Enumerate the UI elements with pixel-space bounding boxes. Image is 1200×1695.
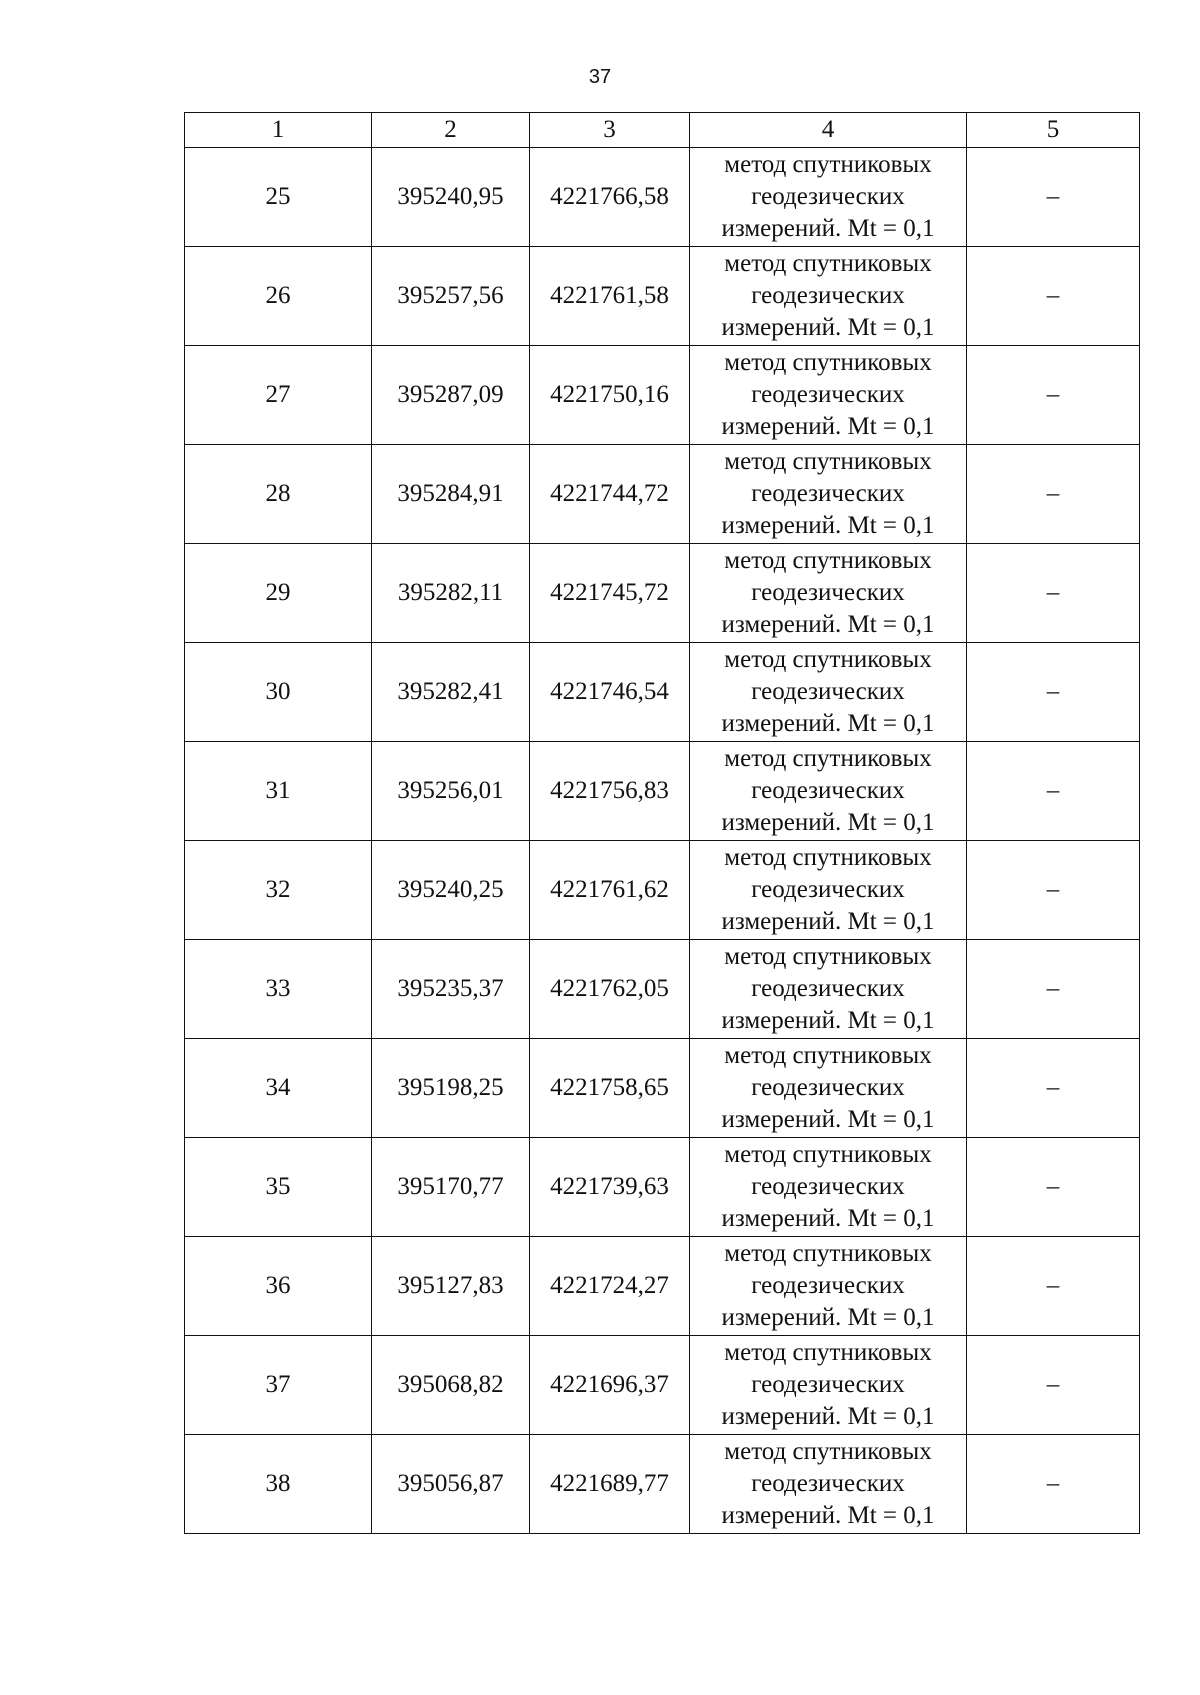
method-line: измерений. Mt = 0,1 [721, 1007, 935, 1034]
point-number-cell: 35 [185, 1138, 372, 1237]
x-coordinate-cell: 395056,87 [372, 1435, 530, 1534]
y-coordinate-cell: 4221761,58 [530, 247, 690, 346]
y-coordinate-cell: 4221761,62 [530, 841, 690, 940]
table-row [185, 1039, 1140, 1138]
method-cell [690, 1237, 967, 1336]
y-coordinate-cell: 4221745,72 [530, 544, 690, 643]
method-line: измерений. Mt = 0,1 [721, 1403, 935, 1430]
method-line: метод спутниковых [724, 1042, 932, 1069]
method-line: геодезических [751, 1272, 905, 1299]
x-coordinate-cell: 395127,83 [372, 1237, 530, 1336]
note-cell: – [967, 841, 1140, 940]
method-line: метод спутниковых [724, 349, 932, 376]
method-line: измерений. Mt = 0,1 [721, 908, 935, 935]
note-cell: – [967, 346, 1140, 445]
method-line: измерений. Mt = 0,1 [721, 809, 935, 836]
method-cell [690, 1039, 967, 1138]
method-cell [690, 247, 967, 346]
y-coordinate-cell: 4221739,63 [530, 1138, 690, 1237]
table-row [185, 1336, 1140, 1435]
point-number-cell: 34 [185, 1039, 372, 1138]
table-row [185, 247, 1140, 346]
y-coordinate-cell: 4221744,72 [530, 445, 690, 544]
y-coordinate-cell: 4221756,83 [530, 742, 690, 841]
method-cell [690, 742, 967, 841]
method-line: геодезических [751, 678, 905, 705]
method-line: измерений. Mt = 0,1 [721, 1106, 935, 1133]
table-row [185, 544, 1140, 643]
method-cell [690, 1336, 967, 1435]
note-cell: – [967, 544, 1140, 643]
x-coordinate-cell: 395284,91 [372, 445, 530, 544]
x-coordinate-cell: 395235,37 [372, 940, 530, 1039]
method-cell [690, 346, 967, 445]
method-line: геодезических [751, 579, 905, 606]
header-cell-2: 2 [372, 113, 530, 148]
method-line: метод спутниковых [724, 1141, 932, 1168]
method-line: геодезических [751, 1173, 905, 1200]
method-line: измерений. Mt = 0,1 [721, 1205, 935, 1232]
point-number-cell: 27 [185, 346, 372, 445]
x-coordinate-cell: 395170,77 [372, 1138, 530, 1237]
header-cell-3: 3 [530, 113, 690, 148]
table-body [185, 148, 1140, 1534]
y-coordinate-cell: 4221762,05 [530, 940, 690, 1039]
method-line: геодезических [751, 1371, 905, 1398]
point-number-cell: 29 [185, 544, 372, 643]
y-coordinate-cell: 4221758,65 [530, 1039, 690, 1138]
header-cell-1: 1 [185, 113, 372, 148]
x-coordinate-cell: 395198,25 [372, 1039, 530, 1138]
method-line: измерений. Mt = 0,1 [721, 314, 935, 341]
method-line: метод спутниковых [724, 1339, 932, 1366]
method-cell [690, 841, 967, 940]
method-line: измерений. Mt = 0,1 [721, 512, 935, 539]
note-cell: – [967, 445, 1140, 544]
method-line: геодезических [751, 876, 905, 903]
method-cell [690, 445, 967, 544]
table-row [185, 643, 1140, 742]
point-number-cell: 31 [185, 742, 372, 841]
point-number-cell: 33 [185, 940, 372, 1039]
point-number-cell: 38 [185, 1435, 372, 1534]
coordinates-table [184, 112, 1140, 1534]
note-cell: – [967, 643, 1140, 742]
y-coordinate-cell: 4221766,58 [530, 148, 690, 247]
method-line: метод спутниковых [724, 1438, 932, 1465]
point-number-cell: 32 [185, 841, 372, 940]
y-coordinate-cell: 4221696,37 [530, 1336, 690, 1435]
note-cell: – [967, 742, 1140, 841]
method-cell [690, 544, 967, 643]
y-coordinate-cell: 4221746,54 [530, 643, 690, 742]
method-line: метод спутниковых [724, 745, 932, 772]
x-coordinate-cell: 395282,11 [372, 544, 530, 643]
table-row [185, 346, 1140, 445]
method-line: измерений. Mt = 0,1 [721, 1304, 935, 1331]
x-coordinate-cell: 395256,01 [372, 742, 530, 841]
method-line: геодезических [751, 183, 905, 210]
table-row [185, 1138, 1140, 1237]
header-row [185, 113, 1140, 148]
table-row [185, 1435, 1140, 1534]
y-coordinate-cell: 4221689,77 [530, 1435, 690, 1534]
method-line: метод спутниковых [724, 250, 932, 277]
table-row [185, 940, 1140, 1039]
note-cell: – [967, 1138, 1140, 1237]
table-row [185, 742, 1140, 841]
x-coordinate-cell: 395282,41 [372, 643, 530, 742]
point-number-cell: 26 [185, 247, 372, 346]
method-line: метод спутниковых [724, 646, 932, 673]
method-line: метод спутниковых [724, 943, 932, 970]
method-cell [690, 643, 967, 742]
note-cell: – [967, 1435, 1140, 1534]
y-coordinate-cell: 4221750,16 [530, 346, 690, 445]
header-cell-5: 5 [967, 113, 1140, 148]
table-row [185, 445, 1140, 544]
method-cell [690, 940, 967, 1039]
note-cell: – [967, 1039, 1140, 1138]
table-row [185, 1237, 1140, 1336]
x-coordinate-cell: 395257,56 [372, 247, 530, 346]
method-line: метод спутниковых [724, 151, 932, 178]
x-coordinate-cell: 395240,95 [372, 148, 530, 247]
table-row [185, 841, 1140, 940]
point-number-cell: 30 [185, 643, 372, 742]
method-line: метод спутниковых [724, 1240, 932, 1267]
method-line: измерений. Mt = 0,1 [721, 215, 935, 242]
method-line: измерений. Mt = 0,1 [721, 1502, 935, 1529]
point-number-cell: 28 [185, 445, 372, 544]
note-cell: – [967, 1237, 1140, 1336]
note-cell: – [967, 148, 1140, 247]
method-line: геодезических [751, 480, 905, 507]
header-cell-4: 4 [690, 113, 967, 148]
method-line: геодезических [751, 1074, 905, 1101]
method-cell [690, 1435, 967, 1534]
method-cell [690, 1138, 967, 1237]
table-row [185, 148, 1140, 247]
method-line: измерений. Mt = 0,1 [721, 413, 935, 440]
method-line: измерений. Mt = 0,1 [721, 710, 935, 737]
point-number-cell: 37 [185, 1336, 372, 1435]
y-coordinate-cell: 4221724,27 [530, 1237, 690, 1336]
page-number: 37 [588, 66, 612, 88]
x-coordinate-cell: 395068,82 [372, 1336, 530, 1435]
method-line: геодезических [751, 975, 905, 1002]
method-line: метод спутниковых [724, 547, 932, 574]
method-line: метод спутниковых [724, 844, 932, 871]
note-cell: – [967, 247, 1140, 346]
x-coordinate-cell: 395287,09 [372, 346, 530, 445]
table-header [185, 113, 1140, 148]
method-line: геодезических [751, 1470, 905, 1497]
method-cell [690, 148, 967, 247]
x-coordinate-cell: 395240,25 [372, 841, 530, 940]
method-line: измерений. Mt = 0,1 [721, 611, 935, 638]
point-number-cell: 25 [185, 148, 372, 247]
point-number-cell: 36 [185, 1237, 372, 1336]
method-line: метод спутниковых [724, 448, 932, 475]
note-cell: – [967, 940, 1140, 1039]
method-line: геодезических [751, 777, 905, 804]
note-cell: – [967, 1336, 1140, 1435]
method-line: геодезических [751, 282, 905, 309]
method-line: геодезических [751, 381, 905, 408]
